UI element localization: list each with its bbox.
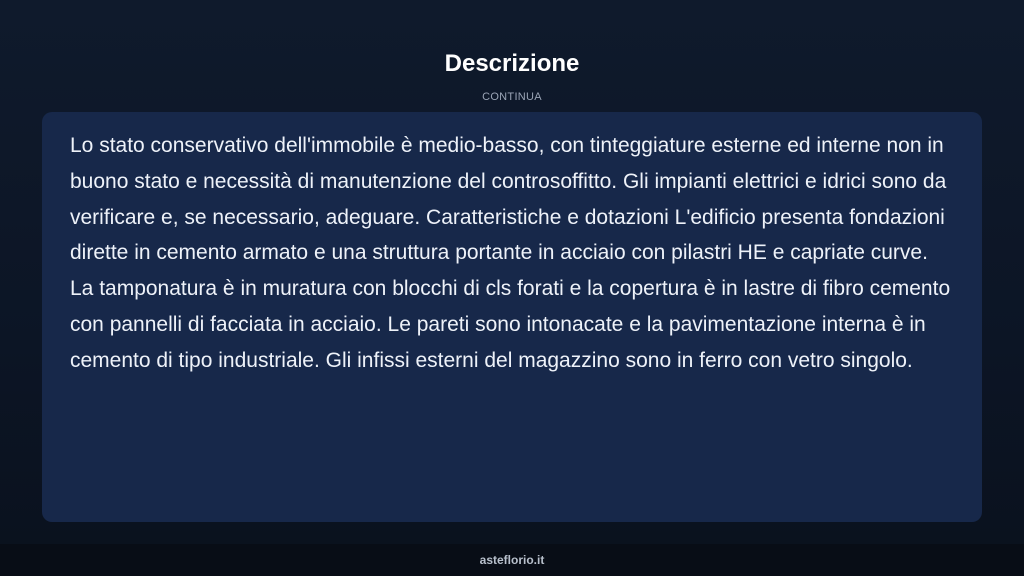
description-text: Lo stato conservativo dell'immobile è medio-basso, con tinteggiature esterne ed interne non in buono stato e necessità di manutenzione del controsoffitto. Gli impianti elettrici e idrici sono da verificare e, se necessario, adeguare. Caratteristiche e dotazioni L'edificio presenta fondazioni dirette in cemento armato e una struttura portante in acciaio con pilastri HE e capriate curve. La tamponatura è in muratura con blocchi di cls forati e la copertura è in lastre di fibro cemento con pannelli di facciata in acciaio. Le pareti sono intonacate e la pavimentazione interna è in cemento di tipo industriale. Gli infissi esterni del magazzino sono in ferro con vetro singolo.	[70, 134, 951, 372]
continue-label[interactable]: CONTINUA	[482, 91, 542, 103]
page-header	[0, 48, 1024, 104]
description-card	[42, 112, 982, 522]
footer-site-label: asteflorio.it	[479, 553, 545, 567]
page-title: Descrizione	[444, 50, 580, 77]
footer-bar	[0, 544, 1024, 576]
